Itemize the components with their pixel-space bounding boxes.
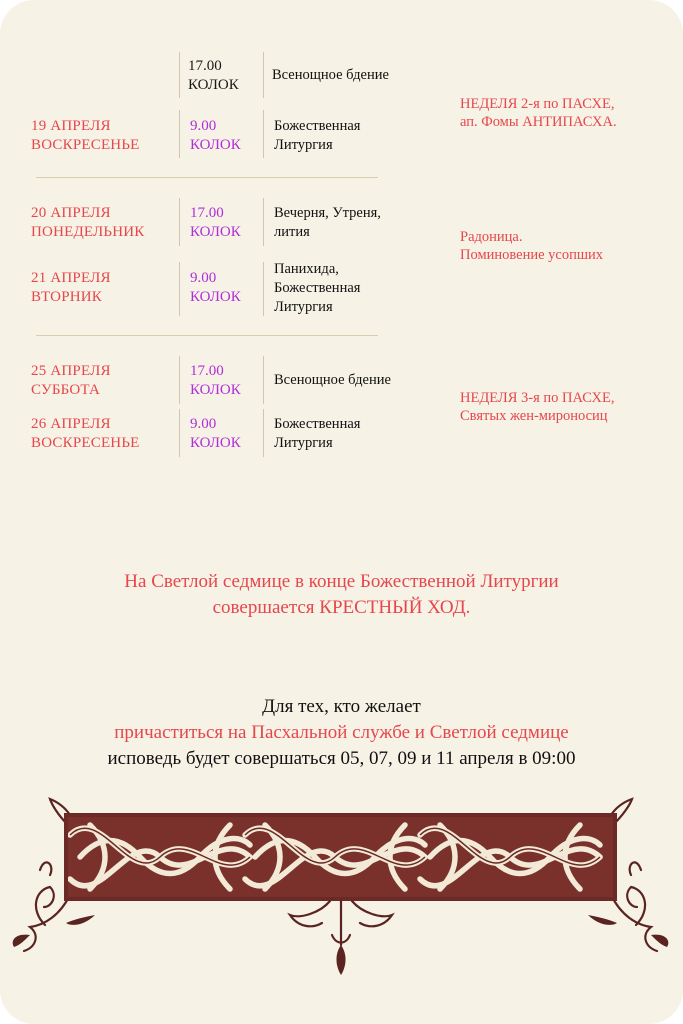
procession-notice: На Светлой седмице в конце Божественной Литургии xyxy=(124,571,559,592)
feast-note: Поминовение усопших xyxy=(460,247,604,263)
service-name: Всенощное бдение xyxy=(272,67,389,83)
service-name: лития xyxy=(274,224,310,240)
service-place: КОЛОК xyxy=(190,137,241,153)
column-divider xyxy=(263,198,264,246)
service-time: 17.00 xyxy=(188,58,222,74)
feast-note: Святых жен-мироносиц xyxy=(460,408,608,424)
service-name: Литургия xyxy=(274,435,333,451)
service-name: Всенощное бдение xyxy=(274,372,391,388)
column-divider xyxy=(179,356,180,404)
column-divider xyxy=(263,356,264,404)
confession-subject: причаститься на Пасхальной службе и Светлой седмице xyxy=(114,722,569,743)
column-divider xyxy=(179,110,180,158)
column-divider xyxy=(179,198,180,246)
service-name: Божественная xyxy=(274,280,361,296)
feast-note: ап. Фомы АНТИПАСХА. xyxy=(460,114,617,130)
service-name: Божественная xyxy=(274,416,361,432)
column-divider xyxy=(263,262,264,316)
date-day: 19 АПРЕЛЯ xyxy=(31,118,111,134)
service-place: КОЛОК xyxy=(190,289,241,305)
column-divider xyxy=(179,262,180,316)
date-day: 25 АПРЕЛЯ xyxy=(31,363,111,379)
column-divider xyxy=(179,52,180,98)
feast-note: Радоница. xyxy=(460,229,523,245)
service-name: Вечерня, Утреня, xyxy=(274,205,381,221)
service-name: Литургия xyxy=(274,137,333,153)
date-weekday: ВОСКРЕСЕНЬЕ xyxy=(31,435,140,451)
service-time: 17.00 xyxy=(190,205,224,221)
date-day: 21 АПРЕЛЯ xyxy=(31,270,111,286)
date-weekday: ВОСКРЕСЕНЬЕ xyxy=(31,137,140,153)
service-time: 9.00 xyxy=(190,118,217,134)
column-divider xyxy=(263,409,264,457)
service-name: Божественная xyxy=(274,118,361,134)
procession-notice: совершается КРЕСТНЫЙ ХОД. xyxy=(212,597,471,618)
service-time: 17.00 xyxy=(190,363,224,379)
date-weekday: ПОНЕДЕЛЬНИК xyxy=(31,224,145,240)
service-name: Литургия xyxy=(274,299,333,315)
service-place: КОЛОК xyxy=(190,224,241,240)
block-separator xyxy=(36,335,378,336)
date-weekday: СУББОТА xyxy=(31,382,101,398)
service-place: КОЛОК xyxy=(190,382,241,398)
date-day: 26 АПРЕЛЯ xyxy=(31,416,111,432)
block-separator xyxy=(36,177,378,178)
ornament-banner xyxy=(0,795,683,995)
service-place: КОЛОК xyxy=(188,77,239,93)
date-day: 20 АПРЕЛЯ xyxy=(31,205,111,221)
service-time: 9.00 xyxy=(190,270,217,286)
date-weekday: ВТОРНИК xyxy=(31,289,103,305)
column-divider xyxy=(263,52,264,98)
service-place: КОЛОК xyxy=(190,435,241,451)
service-name: Панихида, xyxy=(274,261,339,277)
feast-note: НЕДЕЛЯ 2-я по ПАСХЕ, xyxy=(460,96,615,112)
column-divider xyxy=(263,110,264,158)
column-divider xyxy=(179,409,180,457)
feast-note: НЕДЕЛЯ 3-я по ПАСХЕ, xyxy=(460,390,615,406)
confession-heading: Для тех, кто желает xyxy=(262,696,421,717)
service-time: 9.00 xyxy=(190,416,217,432)
confession-schedule: исповедь будет совершаться 05, 07, 09 и 11 апреля в 09:00 xyxy=(107,748,576,769)
